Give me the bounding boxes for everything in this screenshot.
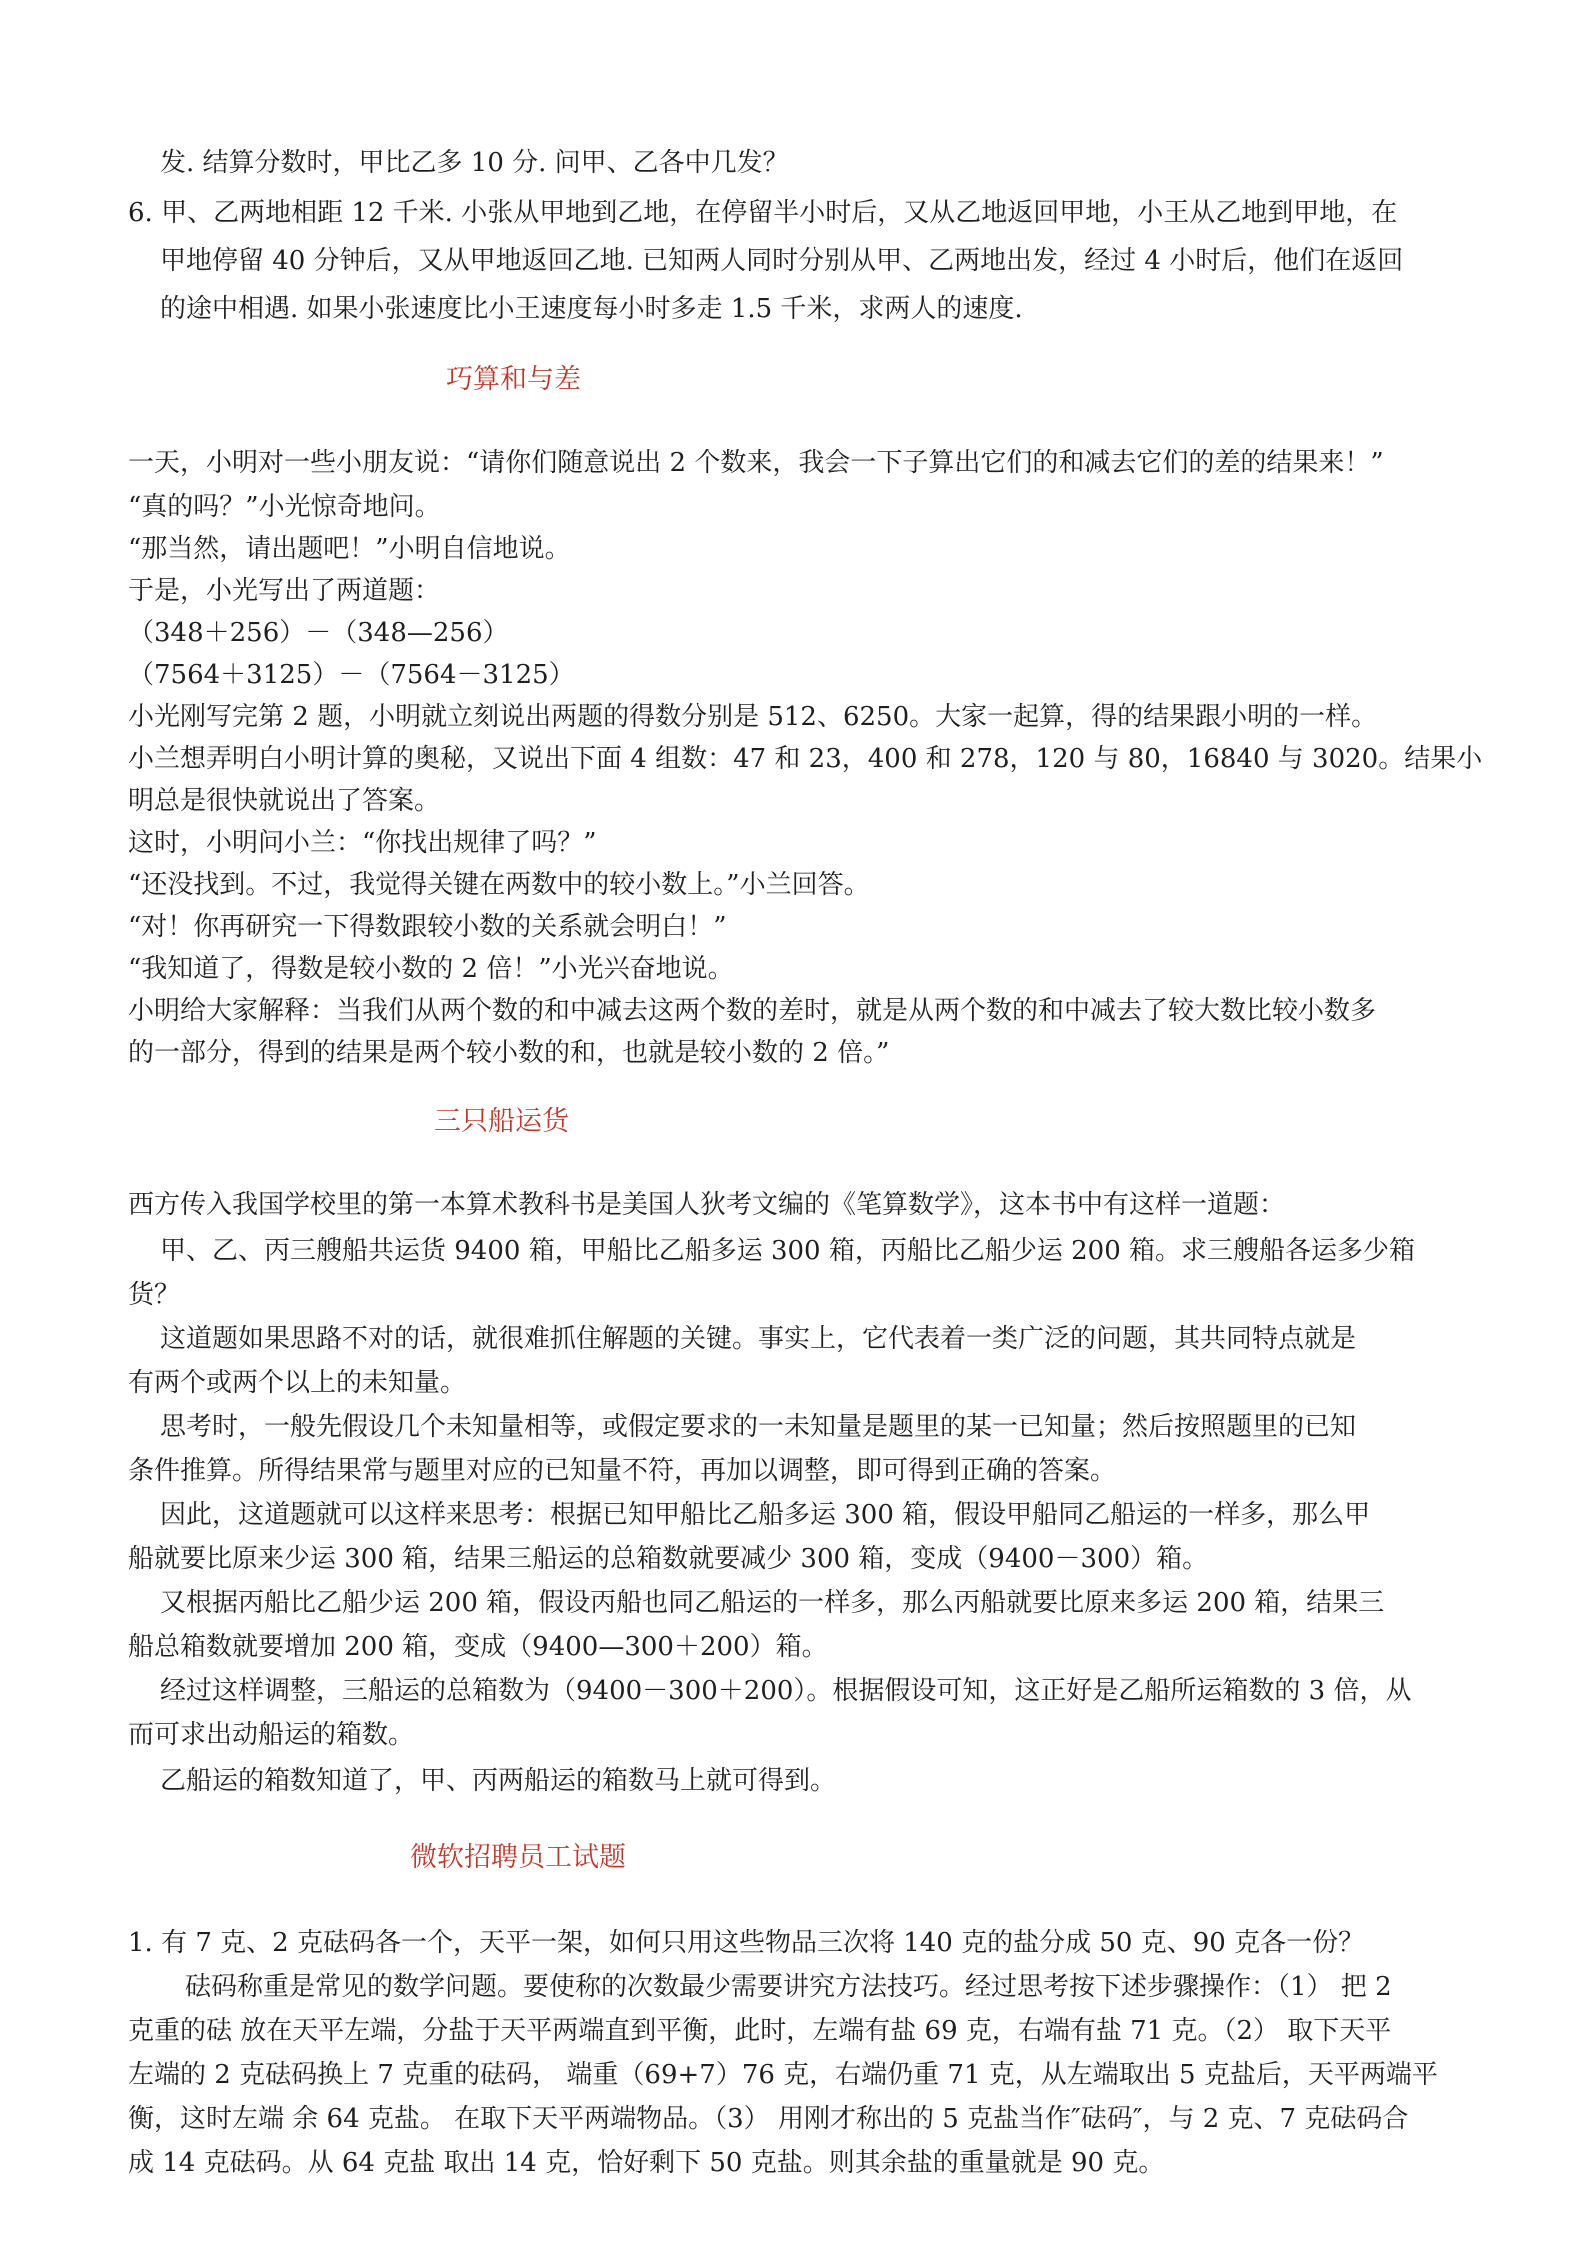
text-line: “还没找到。不过，我觉得关键在两数中的较小数上。”小兰回答。 — [128, 870, 870, 900]
text-line: 于是，小光写出了两道题： — [128, 576, 441, 606]
text-line: 这时，小明问小兰：“你找出规律了吗？” — [128, 828, 597, 858]
text-line: 小光刚写完第 2 题，小明就立刻说出两题的得数分别是 512、6250。大家一起算，得的结果跟小明的一样。 — [128, 702, 1378, 732]
text-line: 左端的 2 克砝码换上 7 克重的砝码， 端重（69+7）76 克，右端仍重 71 克，从左端取出 5 克盐后，天平两端平 — [128, 2060, 1438, 2090]
text-line: 乙船运的箱数知道了，甲、丙两船运的箱数马上就可得到。 — [160, 1766, 837, 1796]
text-line: 成 14 克砝码。从 64 克盐 取出 14 克，恰好剩下 50 克盐。则其余盐的重量就是 90 克。 — [128, 2148, 1165, 2178]
text-line: 甲、乙、丙三艘船共运货 9400 箱，甲船比乙船多运 300 箱，丙船比乙船少运 200 箱。求三艘船各运多少箱 — [160, 1236, 1416, 1266]
text-line: 的途中相遇. 如果小张速度比小王速度每小时多走 1.5 千米，求两人的速度. — [160, 294, 1023, 324]
text-line: “我知道了，得数是较小数的 2 倍！”小光兴奋地说。 — [128, 954, 734, 984]
text-line: 货？ — [128, 1280, 181, 1310]
text-line: 发. 结算分数时，甲比乙多 10 分. 问甲、乙各中几发？ — [160, 148, 789, 178]
text-line: 克重的砝 放在天平左端，分盐于天平两端直到平衡，此时，左端有盐 69 克，右端有盐 71 克。（2） 取下天平 — [128, 2016, 1392, 2046]
text-line: “对！你再研究一下得数跟较小数的关系就会明白！” — [128, 912, 727, 942]
text-line: 西方传入我国学校里的第一本算术教科书是美国人狄考文编的《笔算数学》，这本书中有这样一道题： — [128, 1190, 1286, 1220]
text-line: 一天，小明对一些小朋友说：“请你们随意说出 2 个数来，我会一下子算出它们的和减去它们的差的结果来！” — [128, 448, 1384, 478]
text-line: 条件推算。所得结果常与题里对应的已知量不符，再加以调整，即可得到正确的答案。 — [128, 1456, 1117, 1486]
math-expression: （348＋256）－（348—256） — [128, 618, 509, 648]
math-expression: （7564＋3125）－（7564－3125） — [128, 660, 575, 690]
text-line: 小明给大家解释：当我们从两个数的和中减去这两个数的差时，就是从两个数的和中减去了较大数比较小数多 — [128, 996, 1377, 1026]
text-line: 明总是很快就说出了答案。 — [128, 786, 441, 816]
text-line: 船就要比原来少运 300 箱，结果三船运的总箱数就要减少 300 箱，变成（9400－300）箱。 — [128, 1544, 1209, 1574]
section-heading: 巧算和与差 — [446, 364, 581, 395]
text-line: 而可求出动船运的箱数。 — [128, 1720, 415, 1750]
section-heading: 微软招聘员工试题 — [410, 1842, 626, 1873]
text-line: 砝码称重是常见的数学问题。要使称的次数最少需要讲究方法技巧。经过思考按下述步骤操作：（1） 把 2 — [185, 1972, 1392, 2002]
text-line: 有两个或两个以上的未知量。 — [128, 1368, 467, 1398]
text-line: 因此，这道题就可以这样来思考：根据已知甲船比乙船多运 300 箱，假设甲船同乙船运的一样多，那么甲 — [160, 1500, 1371, 1530]
text-line: 小兰想弄明白小明计算的奥秘，又说出下面 4 组数：47 和 23，400 和 278，120 与 80，16840 与 3020。结果小 — [128, 744, 1483, 774]
text-line: 这道题如果思路不对的话，就很难抓住解题的关键。事实上，它代表着一类广泛的问题，其共同特点就是 — [160, 1324, 1357, 1354]
text-line: 船总箱数就要增加 200 箱，变成（9400—300＋200）箱。 — [128, 1632, 828, 1662]
text-line: 6. 甲、乙两地相距 12 千米. 小张从甲地到乙地，在停留半小时后，又从乙地返回甲地，小王从乙地到甲地，在 — [128, 198, 1398, 228]
text-line: 1. 有 7 克、2 克砝码各一个，天平一架，如何只用这些物品三次将 140 克的盐分成 50 克、90 克各一份？ — [128, 1928, 1365, 1958]
text-line: 思考时，一般先假设几个未知量相等，或假定要求的一未知量是题里的某一已知量；然后按照题里的已知 — [160, 1412, 1357, 1442]
text-line: 衡，这时左端 余 64 克盐。 在取下天平两端物品。（3） 用刚才称出的 5 克盐当作″砝码″，与 2 克、7 克砝码合 — [128, 2104, 1409, 2134]
text-line: “真的吗？”小光惊奇地问。 — [128, 492, 441, 522]
section-heading: 三只船运货 — [434, 1106, 569, 1137]
text-line: 经过这样调整，三船运的总箱数为（9400－300＋200）。根据假设可知，这正好是乙船所运箱数的 3 倍，从 — [160, 1676, 1412, 1706]
text-line: 的一部分，得到的结果是两个较小数的和，也就是较小数的 2 倍。” — [128, 1038, 890, 1068]
text-line: “那当然，请出题吧！”小明自信地说。 — [128, 534, 571, 564]
text-line: 又根据丙船比乙船少运 200 箱，假设丙船也同乙船运的一样多，那么丙船就要比原来多运 200 箱，结果三 — [160, 1588, 1385, 1618]
text-line: 甲地停留 40 分钟后，又从甲地返回乙地. 已知两人同时分别从甲、乙两地出发，经过 4 小时后，他们在返回 — [160, 246, 1404, 276]
